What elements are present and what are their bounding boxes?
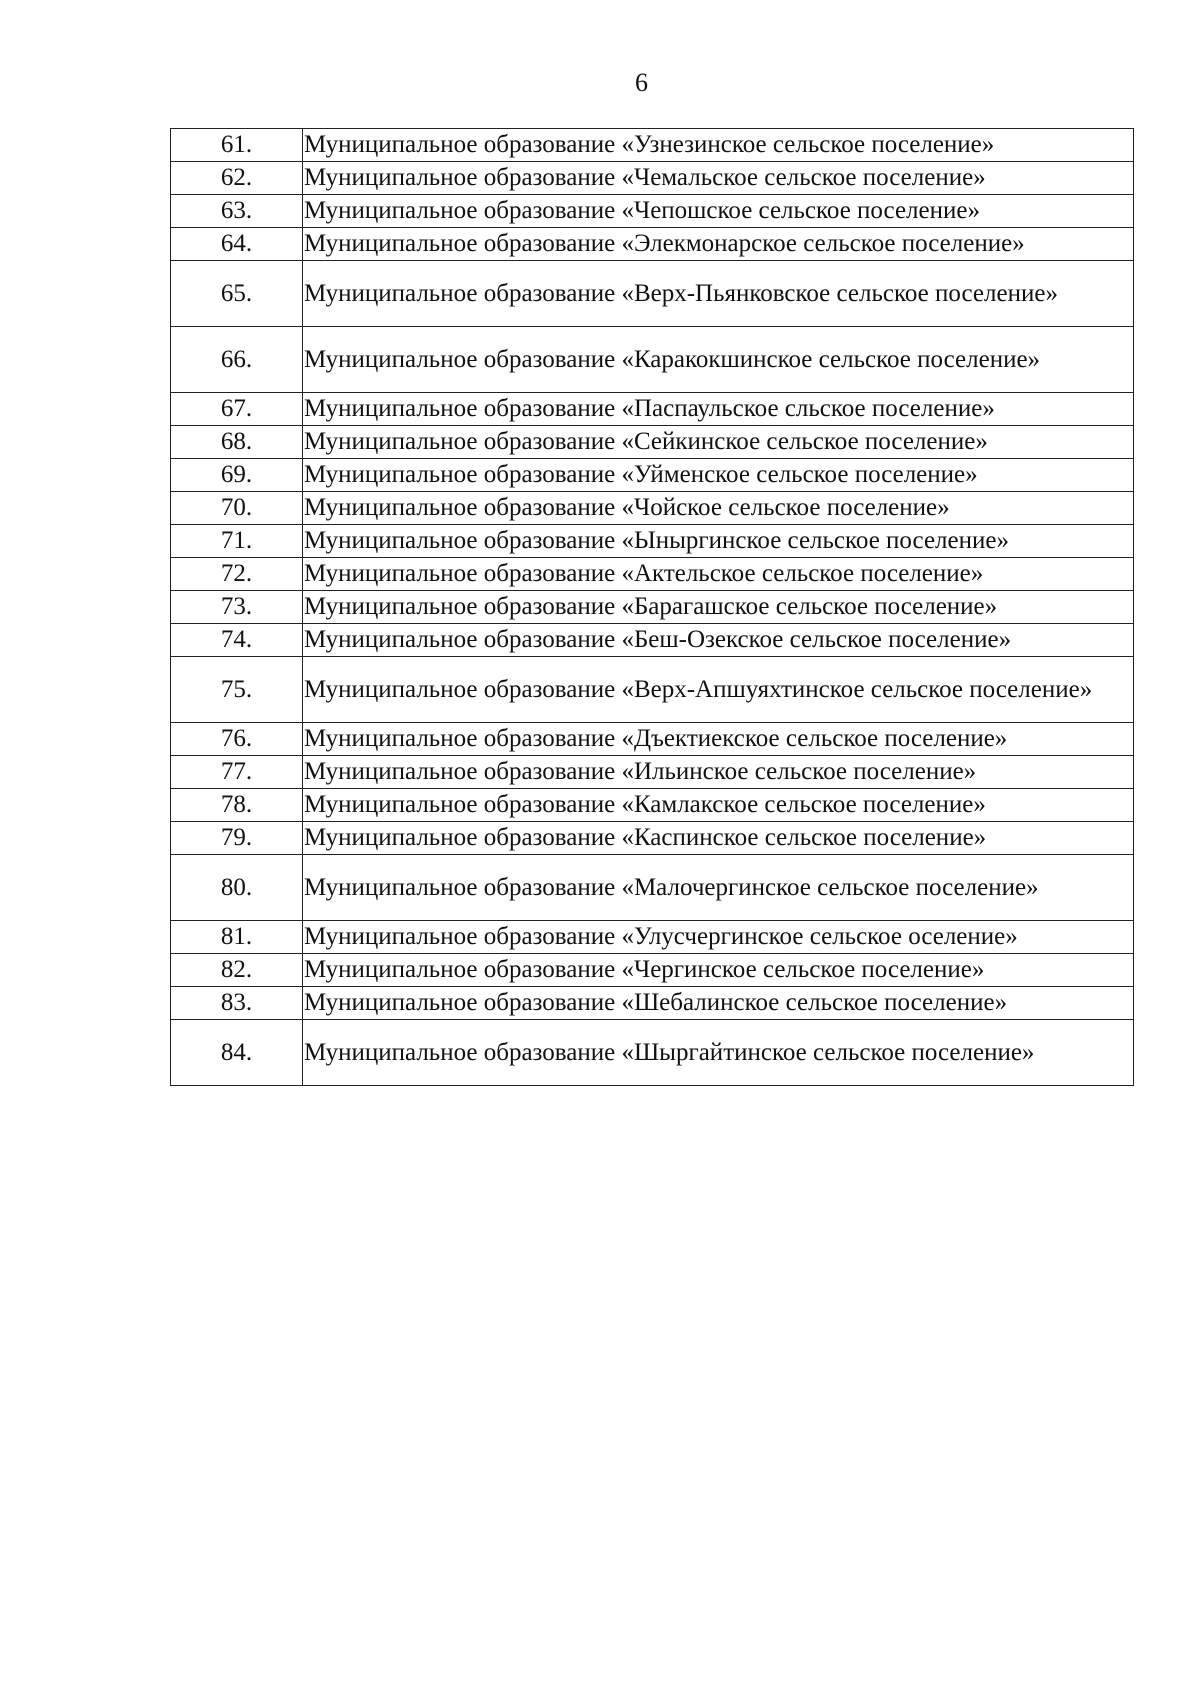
table-row [171, 393, 1134, 426]
municipality-name: Муниципальное образование «Камлакское сельское поселение» [303, 789, 1134, 822]
table-row [171, 426, 1134, 459]
row-number: 66. [171, 327, 303, 393]
municipality-name: Муниципальное образование «Уйменское сельское поселение» [303, 459, 1134, 492]
table-row [171, 624, 1134, 657]
table-row [171, 987, 1134, 1020]
municipality-name: Муниципальное образование «Элекмонарское сельское поселение» [303, 228, 1134, 261]
table-row [171, 954, 1134, 987]
municipality-name: Муниципальное образование «Чойское сельское поселение» [303, 492, 1134, 525]
row-number: 83. [171, 987, 303, 1020]
row-number: 84. [171, 1020, 303, 1086]
row-number: 77. [171, 756, 303, 789]
table-row [171, 657, 1134, 723]
row-number: 75. [171, 657, 303, 723]
table-row [171, 822, 1134, 855]
table-body [171, 129, 1134, 1086]
table-row [171, 723, 1134, 756]
municipality-name: Муниципальное образование «Улусчергинское сельское оселение» [303, 921, 1134, 954]
row-number: 61. [171, 129, 303, 162]
municipality-name: Муниципальное образование «Узнезинское сельское поселение» [303, 129, 1134, 162]
row-number: 62. [171, 162, 303, 195]
table-row [171, 492, 1134, 525]
municipality-name: Муниципальное образование «Чергинское сельское поселение» [303, 954, 1134, 987]
municipality-name: Муниципальное образование «Паспаульское сльское поселение» [303, 393, 1134, 426]
row-number: 64. [171, 228, 303, 261]
row-number: 82. [171, 954, 303, 987]
row-number: 79. [171, 822, 303, 855]
municipality-name: Муниципальное образование «Барагашское сельское поселение» [303, 591, 1134, 624]
table-row [171, 129, 1134, 162]
municipality-name: Муниципальное образование «Чемальское сельское поселение» [303, 162, 1134, 195]
row-number: 63. [171, 195, 303, 228]
table-row [171, 195, 1134, 228]
municipality-name: Муниципальное образование «Ильинское сельское поселение» [303, 756, 1134, 789]
municipality-name: Муниципальное образование «Чепошское сельское поселение» [303, 195, 1134, 228]
municipality-name: Муниципальное образование «Сейкинское сельское поселение» [303, 426, 1134, 459]
municipality-name: Муниципальное образование «Каракокшинское сельское поселение» [303, 327, 1134, 393]
municipality-name: Муниципальное образование «Шыргайтинское сельское поселение» [303, 1020, 1134, 1086]
municipality-name: Муниципальное образование «Каспинское сельское поселение» [303, 822, 1134, 855]
municipality-name: Муниципальное образование «Малочергинское сельское поселение» [303, 855, 1134, 921]
row-number: 73. [171, 591, 303, 624]
table-row [171, 921, 1134, 954]
table-row [171, 327, 1134, 393]
table-row [171, 459, 1134, 492]
row-number: 65. [171, 261, 303, 327]
municipality-name: Муниципальное образование «Верх-Пьянковское сельское поселение» [303, 261, 1134, 327]
municipality-name: Муниципальное образование «Ыныргинское сельское поселение» [303, 525, 1134, 558]
row-number: 67. [171, 393, 303, 426]
municipality-name: Муниципальное образование «Дъектиекское сельское поселение» [303, 723, 1134, 756]
row-number: 81. [171, 921, 303, 954]
municipality-table [170, 128, 1134, 1086]
row-number: 71. [171, 525, 303, 558]
table-row [171, 855, 1134, 921]
row-number: 80. [171, 855, 303, 921]
table-row [171, 591, 1134, 624]
row-number: 68. [171, 426, 303, 459]
row-number: 72. [171, 558, 303, 591]
row-number: 69. [171, 459, 303, 492]
row-number: 74. [171, 624, 303, 657]
municipality-name: Муниципальное образование «Верх-Апшуяхтинское сельское поселение» [303, 657, 1134, 723]
page-number: 6 [635, 68, 648, 97]
municipality-name: Муниципальное образование «Актельское сельское поселение» [303, 558, 1134, 591]
row-number: 70. [171, 492, 303, 525]
row-number: 76. [171, 723, 303, 756]
table-row [171, 789, 1134, 822]
row-number: 78. [171, 789, 303, 822]
table-row [171, 1020, 1134, 1086]
table-row [171, 756, 1134, 789]
municipality-name: Муниципальное образование «Шебалинское сельское поселение» [303, 987, 1134, 1020]
table-row [171, 261, 1134, 327]
table-row [171, 558, 1134, 591]
municipality-name: Муниципальное образование «Беш-Озекское сельское поселение» [303, 624, 1134, 657]
table-row [171, 162, 1134, 195]
table-row [171, 525, 1134, 558]
table-row [171, 228, 1134, 261]
